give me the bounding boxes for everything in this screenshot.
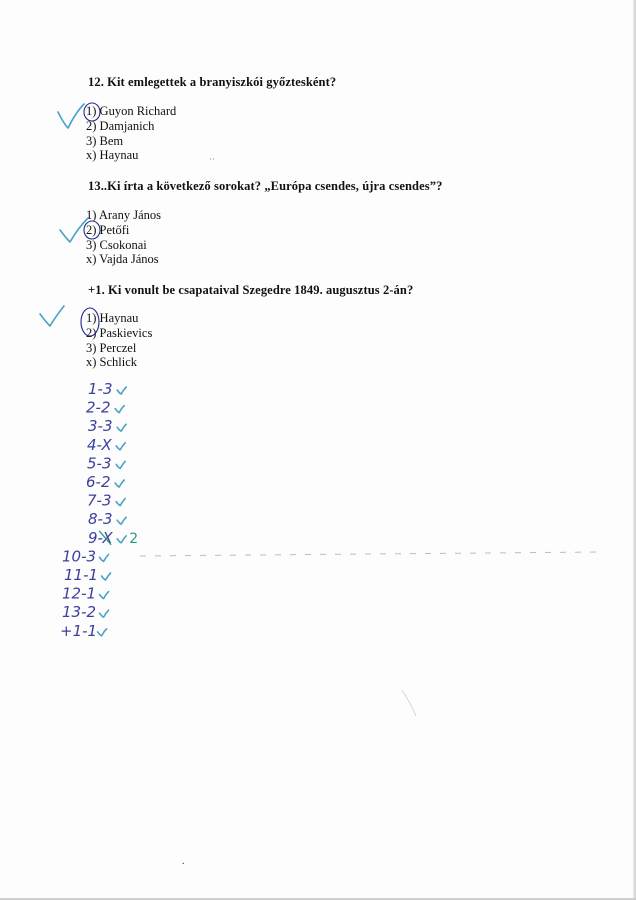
answer-key-line: 6-2 [86,473,111,491]
question-12-options [86,104,176,163]
question-13-options [86,208,161,267]
answer-key-line: 1-3 [88,380,113,398]
question-plus1-options [86,311,152,370]
answer-correction: 2 [129,530,139,547]
scan-artifact-line [140,552,600,556]
check-mark-icon [117,424,126,431]
answer-key-line: 8-3 [88,510,113,529]
question-plus1-title: +1. Ki vonult be csapataival Szegedre 1849. augusztus 2-án? [88,283,414,297]
check-mark-icon [115,480,124,487]
stray-mark: ˙˙ [209,157,215,167]
check-mark-icon [117,387,126,394]
question-13-title: 13..Ki írta a következő sorokat? „Európa csendes, újra csendes”? [88,179,443,193]
answer-key-line: 5-3 [87,454,112,473]
option: 1) Guyon Richard [86,104,177,118]
faint-mark [402,690,416,716]
option: 3) Perczel [86,340,137,355]
answer-key-line: 12-1 [62,584,97,603]
answer-key-line: +1-1 [60,621,98,640]
check-mark-icon [60,218,88,242]
answer-key-line: 3-3 [88,417,113,436]
check-mark-icon [58,104,84,128]
option: 1) Arany János [86,208,161,222]
option: 1) Haynau [86,311,139,325]
answer-key-line: 10-3 [62,547,97,566]
option: 2) Petőfi [86,222,130,237]
option: x) Vajda János [86,252,159,267]
check-mark-icon [100,610,109,617]
check-mark-icon [115,406,124,413]
check-mark-icon [116,443,125,450]
option: 2) Paskievics [86,325,153,340]
check-mark-icon [100,592,109,599]
check-mark-icon [102,573,111,580]
check-mark-icon [98,629,107,636]
question-12-title: 12. Kit emlegettek a branyiszkói győztesként? [88,75,337,89]
check-mark-icon [117,536,126,543]
check-mark-icon [116,499,125,506]
answer-key-line: 4-X [87,435,112,454]
answer-key-line: 7-3 [87,491,112,510]
check-mark-icon [117,517,126,524]
answer-key-line: 2-2 [86,398,111,417]
check-mark-icon [116,461,125,468]
answer-key-line: 13-2 [62,603,97,622]
check-mark-icon [100,554,109,561]
answer-key-line: 9-X [88,528,113,547]
option: x) Schlick [86,355,138,370]
check-mark-icon [40,306,64,326]
option: x) Haynau [86,148,139,163]
strike-mark [99,531,111,545]
option: 3) Csokonai [86,237,147,252]
option: 3) Bem [86,133,124,148]
answer-key-line: 11-1 [64,566,99,584]
answer-key [60,380,138,640]
stray-mark: . [182,856,185,867]
option: 2) Damjanich [86,118,155,133]
